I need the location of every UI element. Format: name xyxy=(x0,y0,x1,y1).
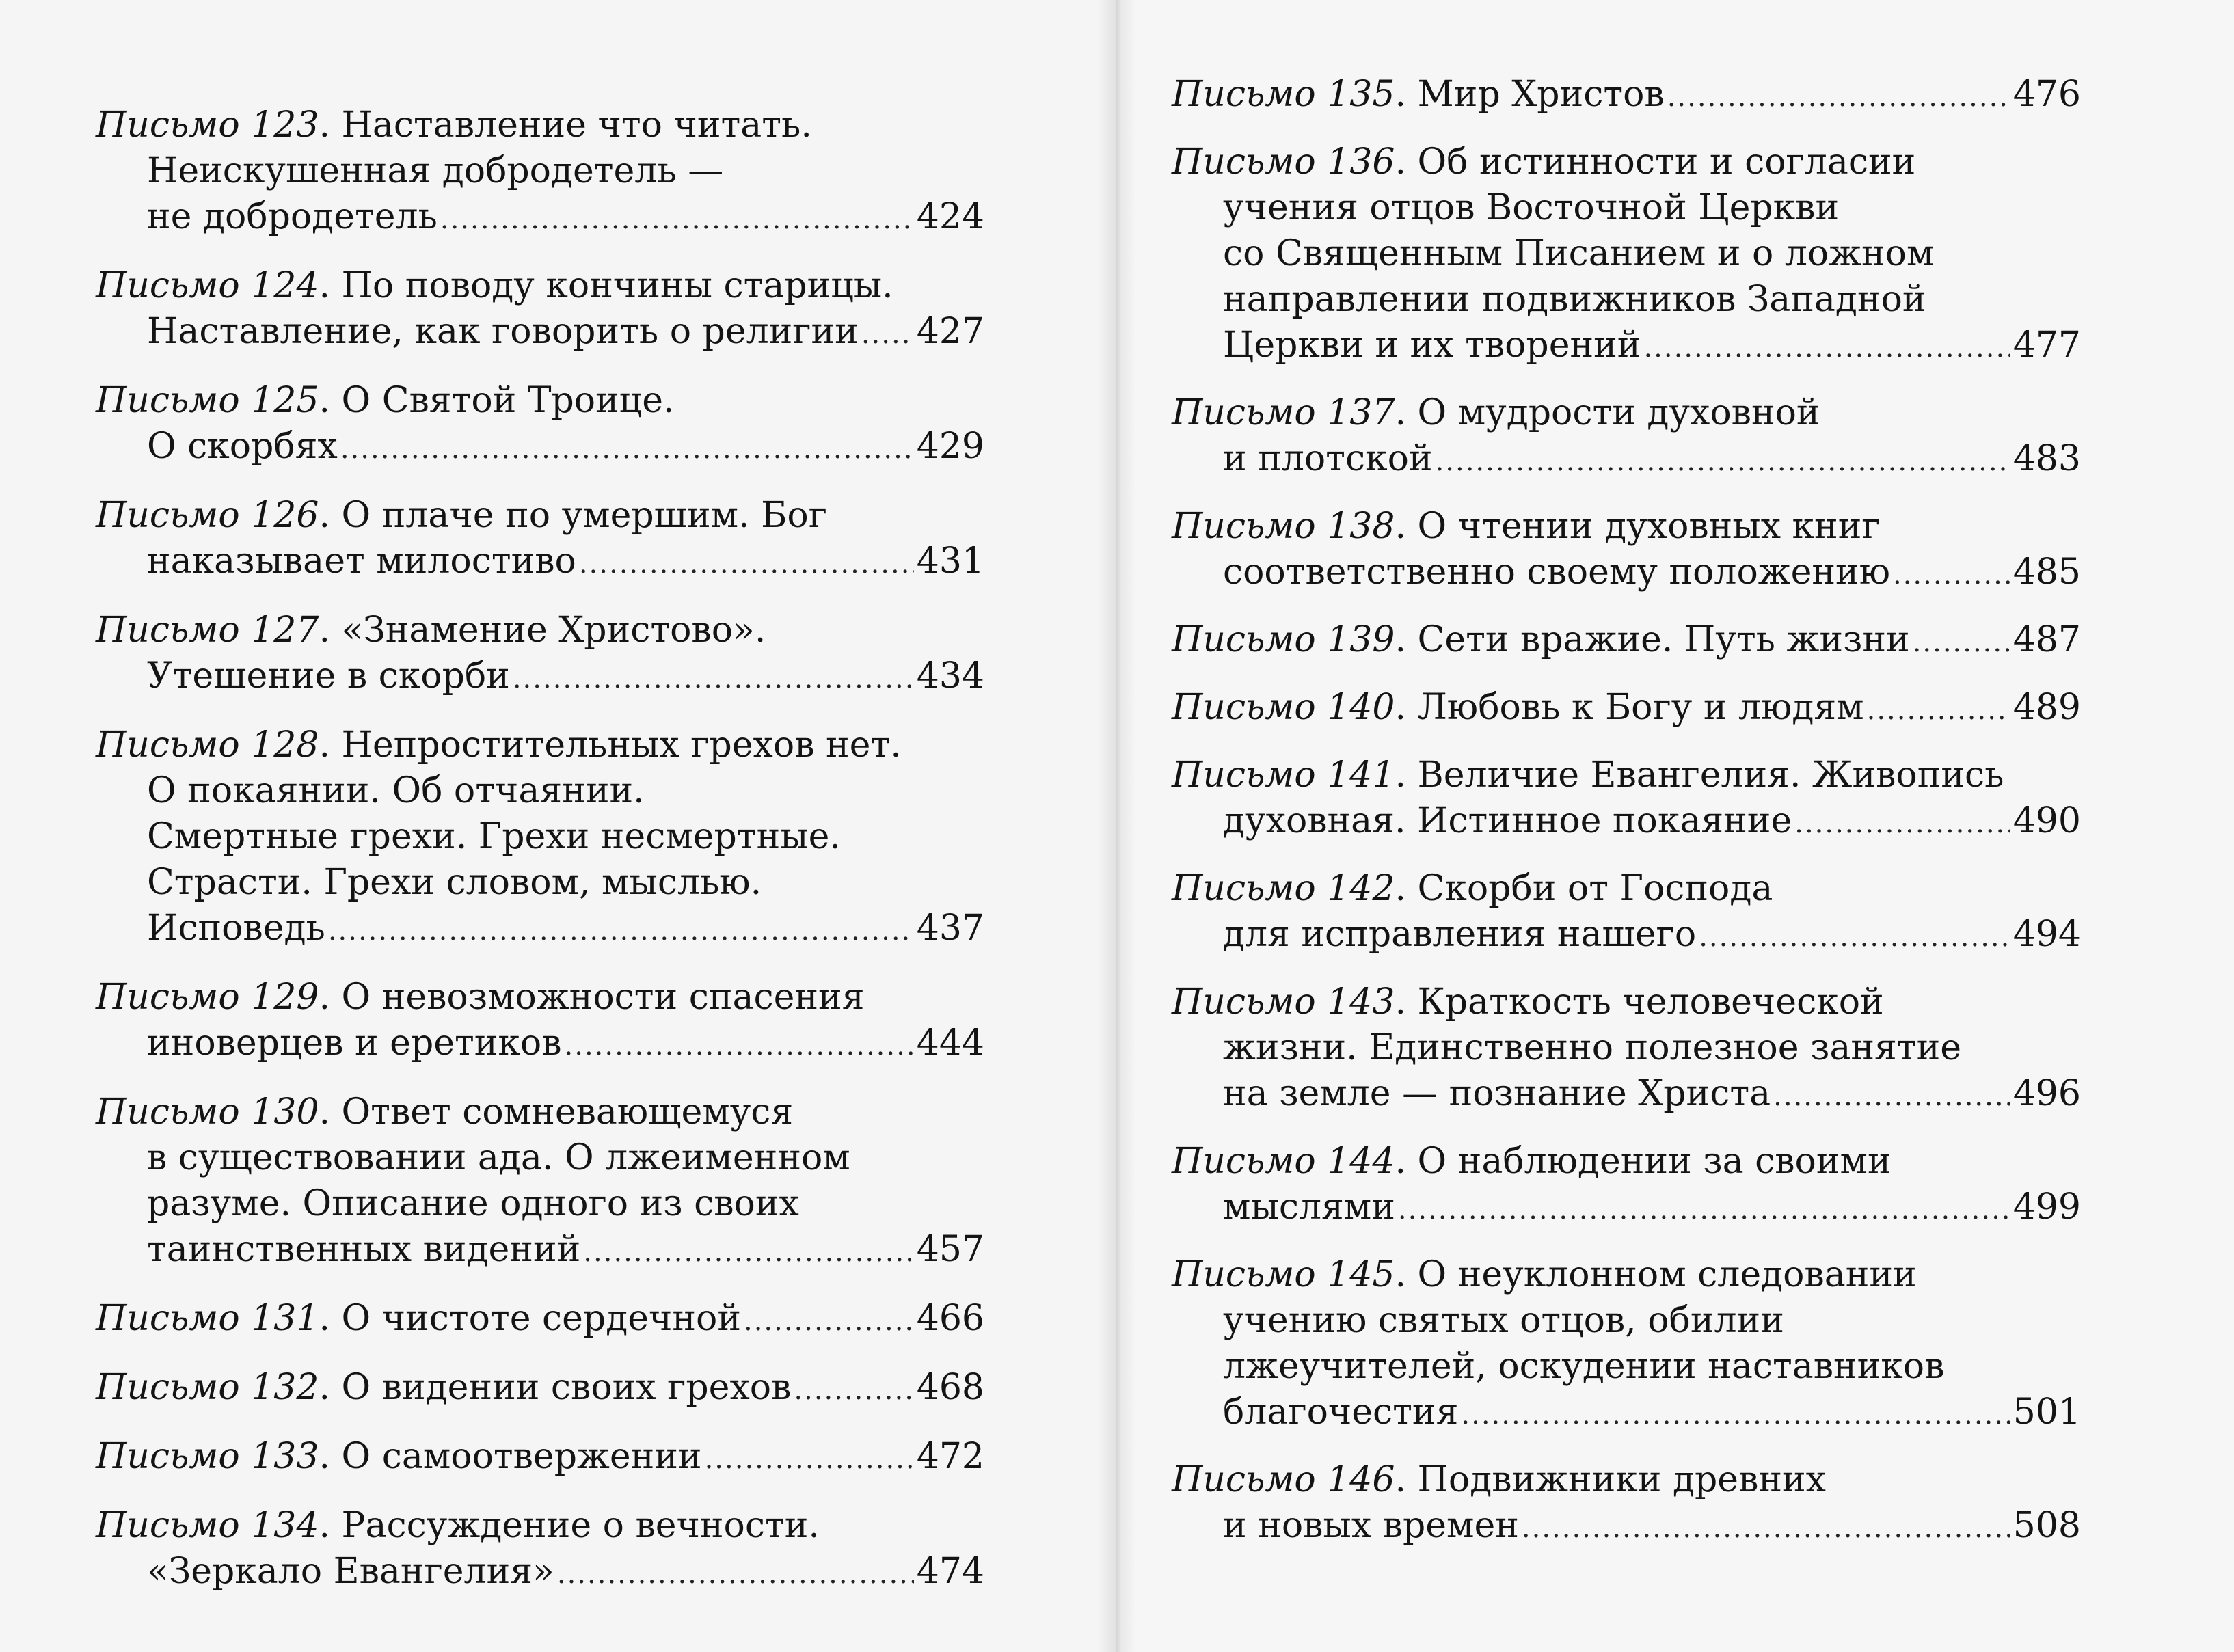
letter-label: Письмо 143 xyxy=(1172,981,1395,1023)
toc-line xyxy=(96,263,984,309)
entry-title-text: жизни. Единственно полезное занятие xyxy=(1223,1027,1962,1068)
toc-line xyxy=(1172,1252,2081,1298)
entry-title-text: Исповедь xyxy=(147,908,325,949)
toc-line xyxy=(1172,436,2081,485)
dot-leader xyxy=(579,541,914,587)
toc-line xyxy=(96,1135,984,1181)
dot-leader xyxy=(557,1552,914,1597)
toc-line xyxy=(1172,1184,2081,1233)
letter-label: Письмо 130 xyxy=(96,1092,319,1133)
toc-line xyxy=(1172,685,2081,733)
toc-entry xyxy=(96,263,984,357)
dot-leader xyxy=(705,1437,914,1482)
toc-line xyxy=(96,148,984,194)
toc-line xyxy=(96,608,984,653)
entry-title-text: для исправления нашего xyxy=(1223,914,1697,955)
entry-title-text: . О мудрости духовной xyxy=(1395,392,1820,433)
entry-title-text: . Подвижники древних xyxy=(1395,1459,1826,1500)
letter-label: Письмо 144 xyxy=(1172,1141,1395,1182)
toc-line xyxy=(1172,1457,2081,1503)
table-of-contents-left xyxy=(96,103,984,1618)
toc-entry xyxy=(96,975,984,1069)
toc-line xyxy=(96,1503,984,1549)
entry-title-text: на земле — познание Христа xyxy=(1223,1073,1771,1114)
entry-title-text: . Наставление что читать. xyxy=(319,105,812,146)
dot-leader xyxy=(565,1023,914,1069)
dot-leader xyxy=(1643,325,2010,371)
entry-title-text: . О чтении духовных книг xyxy=(1395,506,1881,547)
entry-title-text: учения отцов Восточной Церкви xyxy=(1223,187,1840,228)
toc-line xyxy=(96,1089,984,1135)
dot-leader xyxy=(1699,915,2010,960)
entry-title-text: иноверцев и еретиков xyxy=(147,1023,562,1064)
page-number: 485 xyxy=(2013,552,2081,593)
entry-title-text: . Мир Христов xyxy=(1395,74,1665,115)
page-number: 457 xyxy=(916,1229,984,1270)
entry-title-text: . Ответ сомневающемуся xyxy=(319,1092,794,1133)
letter-label: Письмо 136 xyxy=(1172,141,1395,182)
toc-entry xyxy=(1172,685,2081,733)
entry-title-text: Наставление, как говорить о религии xyxy=(147,311,859,352)
page-number: 434 xyxy=(916,655,984,696)
entry-title-text: . О неуклонном следовании xyxy=(1395,1254,1917,1295)
toc-line xyxy=(96,975,984,1020)
toc-line xyxy=(96,378,984,424)
page-number: 494 xyxy=(2013,914,2081,955)
toc-entry xyxy=(1172,866,2081,960)
entry-title-text: Неискушенная добродетель — xyxy=(147,150,724,191)
toc-line xyxy=(1172,912,2081,960)
page-number: 499 xyxy=(2013,1187,2081,1228)
toc-entry xyxy=(96,1365,984,1413)
toc-entry xyxy=(96,103,984,243)
toc-line xyxy=(1172,504,2081,550)
letter-label: Письмо 126 xyxy=(96,495,319,536)
page-number: 424 xyxy=(916,196,984,237)
dot-leader xyxy=(1461,1392,2010,1438)
entry-title-text: . Сети вражие. Путь жизни xyxy=(1395,619,1910,660)
toc-line xyxy=(1172,1298,2081,1344)
entry-title-text: О скорбях xyxy=(147,426,338,467)
toc-line xyxy=(1172,277,2081,323)
toc-line xyxy=(1172,1344,2081,1390)
toc-entry xyxy=(1172,72,2081,120)
letter-label: Письмо 124 xyxy=(96,265,319,306)
dot-leader xyxy=(794,1368,913,1413)
letter-label: Письмо 123 xyxy=(96,105,319,146)
page-number: 427 xyxy=(916,311,984,352)
dot-leader xyxy=(1893,552,2010,598)
letter-label: Письмо 142 xyxy=(1172,868,1395,909)
dot-leader xyxy=(1436,439,2010,485)
letter-label: Письмо 125 xyxy=(96,380,319,421)
entry-title-text: в существовании ада. О лжеименном xyxy=(147,1137,850,1178)
toc-entry xyxy=(1172,1139,2081,1233)
toc-line xyxy=(1172,1503,2081,1552)
entry-title-text: разуме. Описание одного из своих xyxy=(147,1183,799,1224)
dot-leader xyxy=(861,312,914,357)
entry-title-text: Страсти. Грехи словом, мыслью. xyxy=(147,862,762,903)
toc-line xyxy=(96,309,984,357)
toc-line xyxy=(96,493,984,539)
toc-entry xyxy=(1172,1252,2081,1438)
toc-line xyxy=(96,860,984,906)
letter-label: Письмо 134 xyxy=(96,1505,319,1546)
letter-label: Письмо 129 xyxy=(96,977,319,1018)
toc-line xyxy=(96,1434,984,1482)
dot-leader xyxy=(513,656,914,702)
toc-line xyxy=(96,1181,984,1227)
entry-title-text: . Непростительных грехов нет. xyxy=(319,725,902,766)
page-number: 466 xyxy=(916,1298,984,1339)
entry-title-text: . О плаче по умершим. Бог xyxy=(319,495,827,536)
toc-line xyxy=(96,1296,984,1344)
toc-line xyxy=(1172,1071,2081,1120)
toc-line xyxy=(96,768,984,814)
entry-title-text: учению святых отцов, обилии xyxy=(1223,1300,1784,1341)
toc-line xyxy=(1172,866,2081,912)
letter-label: Письмо 140 xyxy=(1172,687,1395,728)
toc-line xyxy=(96,1549,984,1597)
entry-title-text: . О самоотвержении xyxy=(319,1436,702,1477)
dot-leader xyxy=(1794,801,2010,847)
dot-leader xyxy=(1522,1506,2010,1552)
page-number: 476 xyxy=(2013,74,2081,115)
toc-line xyxy=(1172,1025,2081,1071)
toc-entry xyxy=(96,1296,984,1344)
toc-line xyxy=(1172,1139,2081,1184)
dot-leader xyxy=(1773,1074,2010,1120)
dot-leader xyxy=(340,426,914,472)
letter-label: Письмо 145 xyxy=(1172,1254,1395,1295)
entry-title-text: . По поводу кончины старицы. xyxy=(319,265,893,306)
entry-title-text: . О Святой Троице. xyxy=(319,380,675,421)
toc-entry xyxy=(1172,617,2081,666)
dot-leader xyxy=(1398,1187,2010,1233)
entry-title-text: благочестия xyxy=(1223,1392,1459,1433)
toc-line xyxy=(1172,390,2081,436)
dot-leader xyxy=(1867,688,2010,733)
entry-title-text: со Священным Писанием и о ложном xyxy=(1223,233,1935,274)
toc-entry xyxy=(1172,753,2081,847)
entry-title-text: Церкви и их творений xyxy=(1223,325,1641,366)
table-of-contents-right xyxy=(1172,72,2081,1571)
dot-leader xyxy=(328,908,914,954)
toc-line xyxy=(1172,617,2081,666)
toc-line xyxy=(96,539,984,587)
dot-leader xyxy=(440,197,914,243)
toc-entry xyxy=(96,493,984,587)
toc-line xyxy=(1172,1390,2081,1438)
entry-title-text: «Зеркало Евангелия» xyxy=(147,1551,554,1592)
entry-title-text: соответственно своему положению xyxy=(1223,552,1890,593)
entry-title-text: . О чистоте сердечной xyxy=(319,1298,741,1339)
entry-title-text: . Величие Евангелия. Живопись xyxy=(1395,755,2004,796)
toc-line xyxy=(96,653,984,702)
entry-title-text: направлении подвижников Западной xyxy=(1223,279,1926,320)
toc-entry xyxy=(1172,139,2081,371)
entry-title-text: мыслями xyxy=(1223,1187,1395,1228)
toc-line xyxy=(96,1020,984,1069)
entry-title-text: . О наблюдении за своими xyxy=(1395,1141,1892,1182)
page-number: 429 xyxy=(916,426,984,467)
toc-line xyxy=(1172,979,2081,1025)
entry-title-text: . О видении своих грехов xyxy=(319,1367,792,1408)
letter-label: Письмо 137 xyxy=(1172,392,1395,433)
entry-title-text: . Об истинности и согласии xyxy=(1395,141,1916,182)
toc-line xyxy=(96,906,984,954)
dot-leader xyxy=(583,1230,913,1275)
letter-label: Письмо 141 xyxy=(1172,755,1395,796)
toc-entry xyxy=(1172,979,2081,1120)
letter-label: Письмо 127 xyxy=(96,610,319,651)
toc-entry xyxy=(96,722,984,954)
toc-line xyxy=(1172,139,2081,185)
letter-label: Письмо 138 xyxy=(1172,506,1395,547)
entry-title-text: О покаянии. Об отчаянии. xyxy=(147,770,645,811)
entry-title-text: . «Знамение Христово». xyxy=(319,610,766,651)
right-page xyxy=(1117,0,2234,1652)
toc-line xyxy=(96,1365,984,1413)
entry-title-text: Смертные грехи. Грехи несмертные. xyxy=(147,816,841,857)
toc-line xyxy=(1172,798,2081,847)
entry-title-text: . Скорби от Господа xyxy=(1395,868,1773,909)
entry-title-text: . О невозможности спасения xyxy=(319,977,865,1018)
toc-entry xyxy=(96,608,984,702)
toc-line xyxy=(1172,323,2081,371)
toc-entry xyxy=(1172,1457,2081,1552)
toc-entry xyxy=(96,1434,984,1482)
entry-title-text: не добродетель xyxy=(147,196,438,237)
page-number: 444 xyxy=(916,1023,984,1064)
letter-label: Письмо 128 xyxy=(96,725,319,766)
page-number: 501 xyxy=(2013,1392,2081,1433)
toc-line xyxy=(1172,185,2081,231)
entry-title-text: и плотской xyxy=(1223,438,1433,479)
entry-title-text: лжеучителей, оскудении наставников xyxy=(1223,1346,1945,1387)
letter-label: Письмо 133 xyxy=(96,1436,319,1477)
toc-entry xyxy=(96,1089,984,1275)
toc-line xyxy=(96,814,984,860)
entry-title-text: духовная. Истинное покаяние xyxy=(1223,800,1792,841)
page-number: 468 xyxy=(916,1367,984,1408)
toc-line xyxy=(1172,231,2081,277)
letter-label: Письмо 132 xyxy=(96,1367,319,1408)
toc-line xyxy=(96,424,984,472)
page-number: 508 xyxy=(2013,1505,2081,1546)
page-number: 431 xyxy=(916,541,984,582)
page-number: 496 xyxy=(2013,1073,2081,1114)
page-number: 489 xyxy=(2013,687,2081,728)
page-number: 487 xyxy=(2013,619,2081,660)
letter-label: Письмо 146 xyxy=(1172,1459,1395,1500)
entry-title-text: наказывает милостиво xyxy=(147,541,576,582)
entry-title-text: и новых времен xyxy=(1223,1505,1519,1546)
toc-line xyxy=(96,103,984,148)
toc-line xyxy=(1172,550,2081,598)
letter-label: Письмо 139 xyxy=(1172,619,1395,660)
page-number: 477 xyxy=(2013,325,2081,366)
entry-title-text: . Рассуждение о вечности. xyxy=(319,1505,820,1546)
toc-line xyxy=(96,722,984,768)
page-number: 474 xyxy=(916,1551,984,1592)
toc-entry xyxy=(96,378,984,472)
page-number: 483 xyxy=(2013,438,2081,479)
toc-line xyxy=(1172,753,2081,798)
dot-leader xyxy=(1913,620,2010,666)
entry-title-text: Утешение в скорби xyxy=(147,655,510,696)
entry-title-text: . Любовь к Богу и людям xyxy=(1395,687,1864,728)
dot-leader xyxy=(1667,75,2010,120)
entry-title-text: таинственных видений xyxy=(147,1229,581,1270)
book-gutter xyxy=(1098,0,1136,1652)
letter-label: Письмо 131 xyxy=(96,1298,319,1339)
toc-line xyxy=(96,194,984,243)
page-number: 472 xyxy=(916,1436,984,1477)
toc-line xyxy=(1172,72,2081,120)
toc-entry xyxy=(1172,504,2081,598)
page-number: 437 xyxy=(916,908,984,949)
toc-entry xyxy=(96,1503,984,1597)
letter-label: Письмо 135 xyxy=(1172,74,1395,115)
page-number: 490 xyxy=(2013,800,2081,841)
toc-entry xyxy=(1172,390,2081,485)
toc-line xyxy=(96,1227,984,1275)
dot-leader xyxy=(744,1299,914,1344)
entry-title-text: . Краткость человеческой xyxy=(1395,981,1884,1023)
